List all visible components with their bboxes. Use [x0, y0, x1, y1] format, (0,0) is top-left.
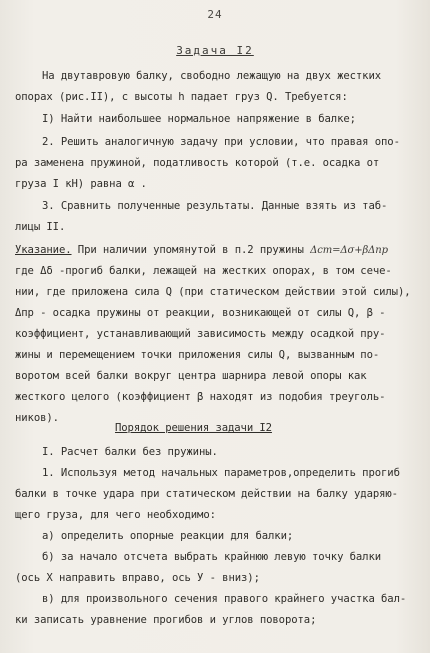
- text-line: ки записать уравнение прогибов и углов поворота;: [15, 614, 317, 626]
- text-line: (ось Х направить вправо, ось У - вниз);: [15, 572, 260, 584]
- text-line: щего груза, для чего необходимо:: [15, 509, 216, 521]
- text-line: I. Расчет балки без пружины.: [42, 446, 218, 458]
- text-line: опорах (рис.II), с высоты h падает груз Q. Требуется:: [15, 91, 348, 103]
- text-line: балки в точке удара при статическом действии на балку ударяю-: [15, 488, 398, 500]
- text-line: где Δδ -прогиб балки, лежащей на жестких опорах, в том сече-: [15, 265, 392, 277]
- text-line: 3. Сравнить полученные результаты. Данные взять из таб-: [42, 200, 388, 212]
- text-line: груза I кН) равна α .: [15, 178, 147, 190]
- text-line: 1. Используя метод начальных параметров,определить прогиб: [42, 467, 400, 479]
- text-line: а) определить опорные реакции для балки;: [42, 530, 294, 542]
- page-number: 24: [207, 8, 223, 21]
- procedure-title: Порядок решения задачи I2: [115, 422, 272, 434]
- text-line: б) за начало отсчета выбрать крайнюю левую точку балки: [42, 551, 382, 563]
- text-line: I) Найти наибольшее нормальное напряжение в балке;: [42, 113, 356, 125]
- text-line: жесткого целого (коэффициент β находят из подобия треуголь-: [15, 391, 386, 403]
- text-line: ра заменена пружиной, податливость которой (т.е. осадка от: [15, 157, 380, 169]
- text-line: в) для произвольного сечения правого крайнего участка бал-: [42, 593, 407, 605]
- remark-line: [15, 244, 420, 257]
- text-line: коэффициент, устанавливающий зависимость между осадкой пру-: [15, 328, 386, 340]
- task-title: Задача I2: [176, 44, 254, 57]
- remark-formula: Δст=Δσ+βΔпр: [310, 245, 388, 256]
- text-line: нии, где приложена сила Q (при статическом действии этой силы),: [15, 286, 411, 298]
- text-line: лицы II.: [15, 221, 66, 233]
- remark-label: Указание.: [15, 244, 72, 256]
- text-line: Δпр - осадка пружины от реакции, возникающей от силы Q, β -: [15, 307, 386, 319]
- text-line: На двутавровую балку, свободно лежащую на двух жестких: [42, 70, 382, 82]
- text-line: ников).: [15, 412, 59, 424]
- text-line: воротом всей балки вокруг центра шарнира левой опоры как: [15, 370, 367, 382]
- text-line: 2. Решить аналогичную задачу при условии, что правая опо-: [42, 136, 400, 148]
- text-line: жины и перемещением точки приложения силы Q, вызванным по-: [15, 349, 380, 361]
- remark-text: При наличии упомянутой в п.2 пружины: [71, 244, 304, 256]
